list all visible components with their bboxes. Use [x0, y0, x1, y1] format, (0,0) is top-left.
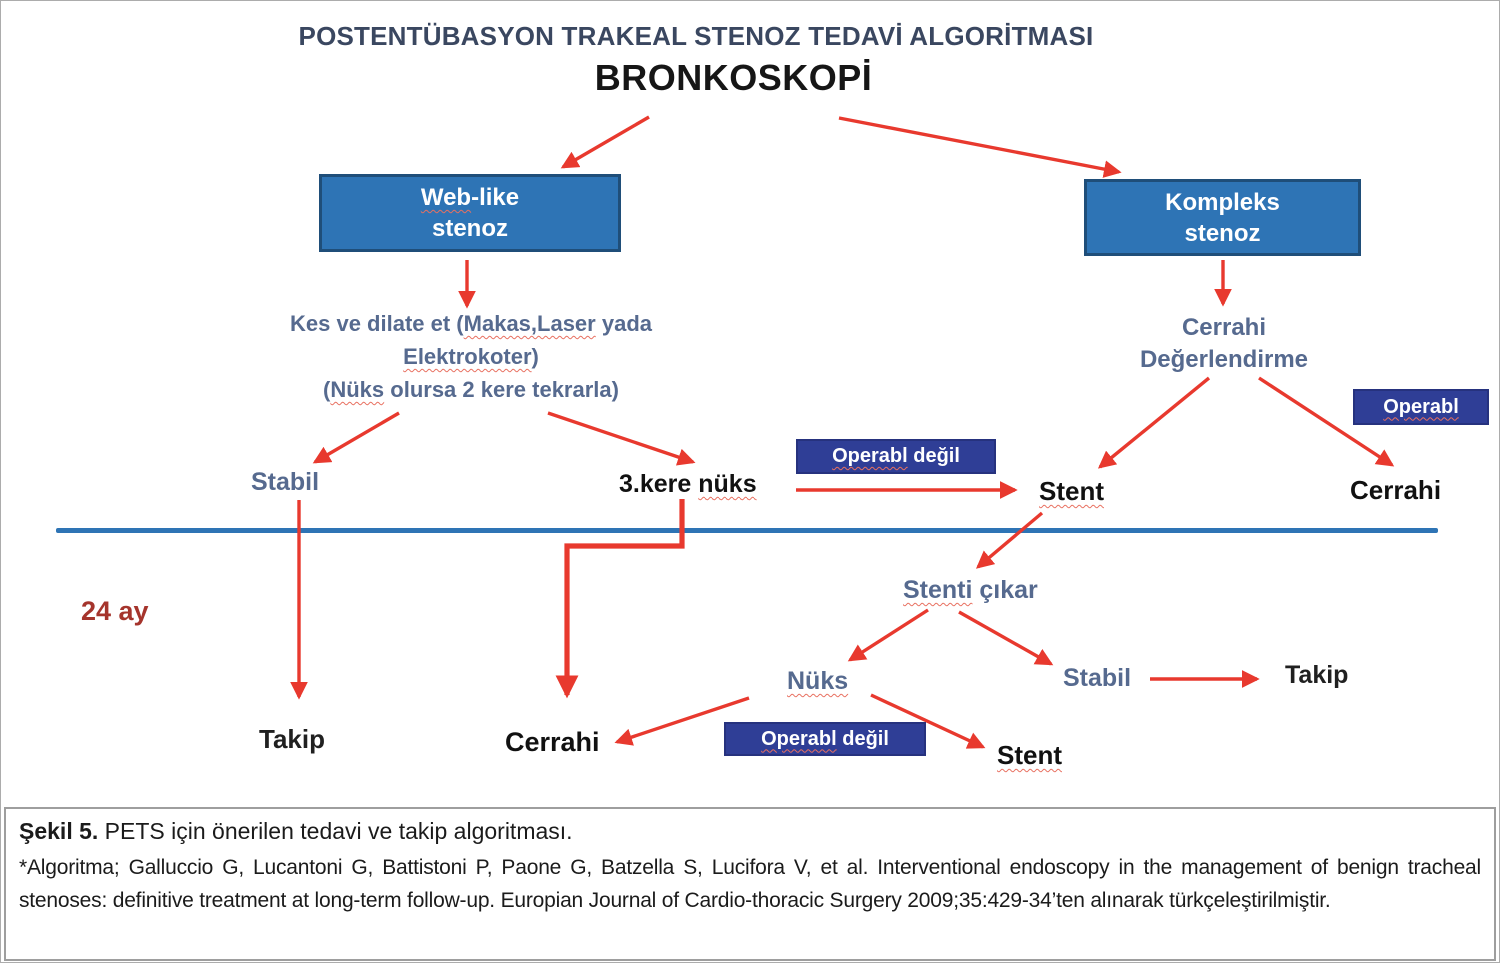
- node-stabil-bottom: Stabil: [1063, 664, 1132, 692]
- flow-arrows: [1, 1, 1500, 806]
- weblike-label: [421, 182, 519, 244]
- dilate-mis1: Makas,Laser: [463, 311, 596, 336]
- arrow-root-to-weblike: [563, 117, 649, 167]
- duration-24ay: 24 ay: [81, 596, 149, 626]
- stenticikar-mis: Stenti: [903, 576, 973, 604]
- arrow-stenticikar-to-stabil: [959, 612, 1051, 664]
- node-takip-right: Takip: [1285, 661, 1349, 689]
- node-takip-left: Takip: [259, 724, 325, 754]
- node-3kere-nuks: [619, 470, 757, 499]
- kompleks-word2: stenoz: [1184, 219, 1261, 247]
- weblike-word3: stenoz: [431, 215, 508, 242]
- cerrahideg-line1: Cerrahi: [1181, 314, 1267, 341]
- algorithm-title: POSTENTÜBASYON TRAKEAL STENOZ TEDAVİ ALGORİTMASI: [298, 21, 1094, 51]
- arrow-stenticikar-to-nuks: [850, 610, 928, 660]
- node-kompleks-stenoz: [1084, 179, 1361, 256]
- timeline-divider: [56, 528, 1438, 533]
- operabl-degil-bottom-label: [761, 728, 889, 751]
- weblike-word1: Web: [420, 184, 472, 211]
- node-operabl-degil-top: [796, 439, 996, 474]
- dilate-text5: olursa 2 kere tekrarla): [384, 377, 619, 402]
- figure-number: Şekil 5.: [19, 818, 99, 844]
- dilate-text2: yada: [595, 311, 652, 336]
- node-cerrahi-bottom: Cerrahi: [505, 727, 600, 757]
- kompleks-word1: Kompleks: [1165, 188, 1280, 216]
- operabl-label: Operabl: [1383, 395, 1459, 418]
- dilate-text: Kes ve dilate et (: [290, 311, 464, 336]
- node-weblike-stenoz: [319, 174, 621, 252]
- node-kes-ve-dilate: [236, 307, 706, 406]
- kompleks-label: [1165, 187, 1280, 249]
- dilate-mis3: Nüks: [330, 377, 385, 402]
- odt-mis: Operabl: [832, 445, 908, 467]
- nuks3-text: 3.kere: [619, 470, 699, 498]
- node-stenti-cikar: [903, 576, 1038, 605]
- odb-mis: Operabl: [761, 727, 837, 750]
- arrow-root-to-kompleks: [839, 118, 1119, 172]
- operabl-degil-top-label: [832, 445, 960, 468]
- weblike-word2: -like: [471, 184, 520, 211]
- odt-rest: değil: [907, 445, 960, 467]
- dilate-mis2: Elektrokoter: [403, 344, 532, 369]
- node-operabl: [1353, 389, 1489, 425]
- root-node-bronkoskopi: BRONKOSKOPİ: [594, 57, 873, 98]
- stenticikar-rest: çıkar: [972, 576, 1038, 604]
- figure-caption: [19, 818, 1481, 845]
- arrow-stent-to-stenticikar: [978, 513, 1042, 567]
- node-operabl-degil-bottom: [724, 722, 926, 756]
- dilate-text4: (: [323, 377, 331, 402]
- node-stent-bottom: Stent: [997, 740, 1062, 770]
- figure-caption-text: PETS için önerilen tedavi ve takip algoritması.: [98, 818, 573, 844]
- node-stabil-left: Stabil: [251, 468, 320, 496]
- arrow-dilate-to-nuks3: [548, 413, 693, 462]
- odb-rest: değil: [836, 727, 889, 750]
- figure-caption-box: [4, 807, 1496, 961]
- node-cerrahi-degerlendirme: [1109, 312, 1339, 376]
- figure-footnote: *Algoritma; Galluccio G, Lucantoni G, Battistoni P, Paone G, Batzella S, Lucifora V, et al. Interventional endoscopy in the management of benign tracheal stenoses: definitive treatment at long-term follow-up. Europian Journal of Cardio-thoracic Surgery 2009;35:429-34’ten alınarak türkçeleştirilmiştir.: [19, 856, 1481, 912]
- arrow-cerrahideg-to-stent: [1100, 378, 1209, 467]
- nuks3-mis: nüks: [698, 470, 757, 498]
- cerrahideg-line2: Değerlendirme: [1139, 346, 1309, 373]
- node-nuks-bottom: Nüks: [787, 667, 849, 695]
- node-stent-top: Stent: [1039, 476, 1104, 506]
- arrow-dilate-to-stabil: [315, 413, 399, 462]
- node-cerrahi-right: Cerrahi: [1350, 475, 1442, 505]
- dilate-text3: ): [531, 344, 539, 369]
